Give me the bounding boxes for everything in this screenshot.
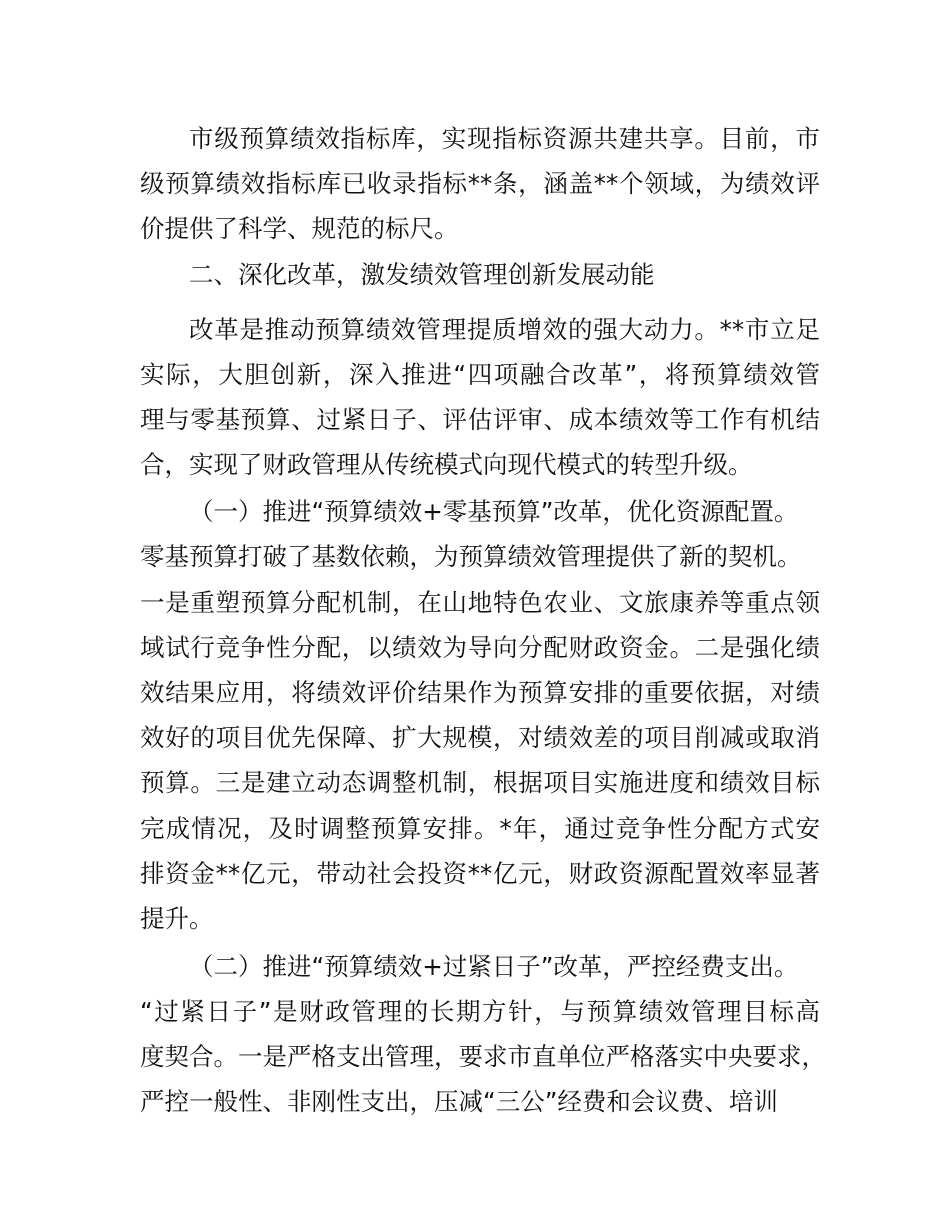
body-text-line: 效好的项目优先保障、扩大规模，对绩效差的项目削减或取消 [140,723,820,752]
body-text-line: 级预算绩效指标库已收录指标**条，涵盖**个领域，为绩效评 [140,169,820,198]
body-text-line: 预算。三是建立动态调整机制，根据项目实施进度和绩效目标 [140,768,820,797]
body-text-line: 提升。 [140,904,214,933]
body-text-line: 合，实现了财政管理从传统模式向现代模式的转型升级。 [140,450,753,479]
subsection-heading: （二）推进“预算绩效+过紧日子”改革，严控经费支出。 [189,952,799,981]
body-text-line: 严控一般性、非刚性支出，压减“三公”经费和会议费、培训 [140,1087,778,1116]
body-text-line: 零基预算打破了基数依赖，为预算绩效管理提供了新的契机。 [140,542,802,571]
body-text-line: 实际，大胆创新，深入推进“四项融合改革”，将预算绩效管 [140,360,820,389]
subsection-heading: （一）推进“预算绩效+零基预算”改革，优化资源配置。 [189,497,799,526]
body-text-line: 完成情况，及时调整预算安排。*年，通过竞争性分配方式安 [140,814,820,843]
body-text-line: 域试行竞争性分配，以绩效为导向分配财政资金。二是强化绩 [140,633,820,662]
body-text-line: 排资金**亿元，带动社会投资**亿元，财政资源配置效率显著 [140,859,820,888]
body-text-line: “过紧日子”是财政管理的长期方针，与预算绩效管理目标高 [140,997,820,1026]
body-text-line: 价提供了科学、规范的标尺。 [140,214,459,243]
body-text-line: 理与零基预算、过紧日子、评估评审、成本绩效等工作有机结 [140,405,820,434]
body-text-line: 市级预算绩效指标库，实现指标资源共建共享。目前，市 [189,124,820,153]
section-heading: 二、深化改革，激发绩效管理创新发展动能 [189,260,655,289]
body-text-line: 效结果应用，将绩效评价结果作为预算安排的重要依据，对绩 [140,678,820,707]
body-text-line: 改革是推动预算绩效管理提质增效的强大动力。**市立足 [189,315,820,344]
body-text-line: 度契合。一是严格支出管理，要求市直单位严格落实中央要求， [140,1042,826,1071]
body-text-line: 一是重塑预算分配机制，在山地特色农业、文旅康养等重点领 [140,588,820,617]
